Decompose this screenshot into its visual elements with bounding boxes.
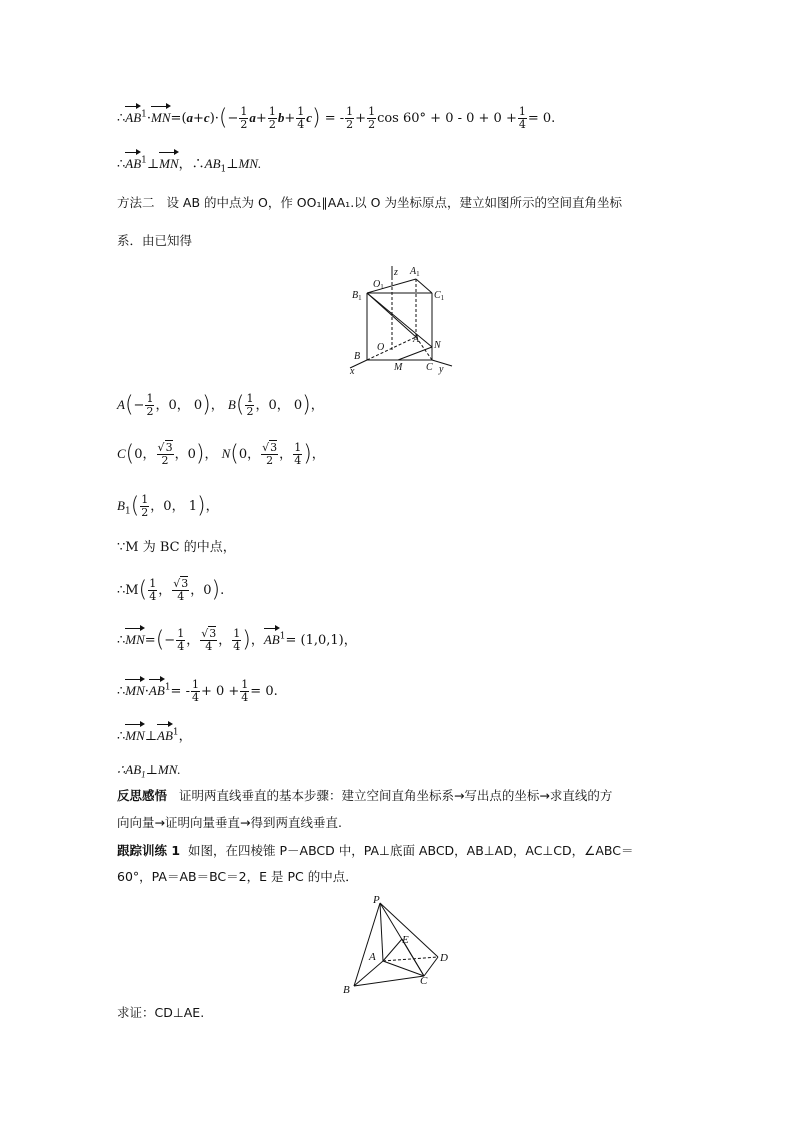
equation-dot-product-1: $\therefore AB^1\cdot MN=(a+c)\cdot(-$ $\frac{1}{2}$ a+ $\frac{1}{2}$ b+ $\frac{1}{4}$ c) = - $\frac{1}{2}$ + $\frac{1}{2}$ cos 60° + 0 - 0 + 0 + $\frac{1}{4}$ = 0. bbox=[117, 105, 556, 131]
label-B1: $B_1$ bbox=[352, 290, 362, 302]
coords-M: ∴M( $\frac{1}{4}$ ， $\frac{√3}{4}$ ，0). bbox=[117, 577, 225, 603]
label-A2: A bbox=[369, 951, 376, 963]
vector-MN: ∴MN=(− $\frac{1}{4}$ ， $\frac{√3}{4}$ ， $\frac{1}{4}$ )，$AB^1= (1,0,1)$， bbox=[117, 627, 357, 653]
label-x: x bbox=[350, 366, 355, 377]
perpendicular-vectors: $\therefore MN\perp AB^1$， bbox=[117, 722, 192, 747]
reflection-label: 反思感悟 bbox=[117, 788, 168, 803]
label-C1: $C_1$ bbox=[434, 290, 445, 302]
prove-statement: 求证：CD⊥AE. bbox=[117, 1005, 205, 1020]
label-D: D bbox=[440, 952, 448, 964]
coords-A-B: A(− $\frac{1}{2}$ ，0， 0)， B( $\frac{1}{2}$ ，0， 0)， bbox=[117, 392, 324, 418]
exercise-label: 跟踪训练 1 bbox=[117, 843, 181, 858]
label-A: A bbox=[413, 334, 420, 345]
label-A1: $A_1$ bbox=[410, 266, 420, 278]
coords-B1: $B_1$( $\frac{1}{2}$ ，0， 1)， bbox=[117, 493, 219, 519]
conclusion: $\therefore AB_1\perp MN$. bbox=[117, 762, 181, 780]
label-P: P bbox=[373, 894, 380, 906]
reflection-paragraph: 反思感悟 证明两直线垂直的基本步骤：建立空间直角坐标系→写出点的坐标→求直线的方 bbox=[117, 788, 613, 803]
dot-product-2: $\therefore MN\cdot AB^1=$ - $\frac{1}{4}$ + 0 + $\frac{1}{4}$ = 0. bbox=[117, 678, 278, 704]
label-y: y bbox=[439, 364, 444, 375]
equation-perpendicular-1: $\therefore AB^1\perp MN$，$\therefore AB_1\perp MN$. bbox=[117, 150, 261, 180]
label-B: B bbox=[354, 351, 361, 362]
label-B2: B bbox=[343, 984, 350, 996]
method-two-label: 方法二 bbox=[117, 195, 155, 210]
exercise-paragraph: 跟踪训练 1 如图，在四棱锥 P－ABCD 中，PA⊥底面 ABCD，AB⊥AD，AC⊥CD，∠ABC＝ bbox=[117, 843, 634, 858]
label-z: z bbox=[394, 267, 398, 278]
method-two-paragraph: 方法二 设 AB 的中点为 O，作 OO₁∥AA₁.以 O 为坐标原点，建立如图所示的空间直角坐标 bbox=[117, 195, 622, 210]
pyramid-diagram bbox=[338, 893, 458, 998]
label-M: M bbox=[394, 362, 403, 373]
coords-C-N: C(0， $\frac{√3}{2}$ ，0)， N(0， $\frac{√3}{2}$ ， $\frac{1}{4}$ )， bbox=[117, 441, 325, 467]
exercise-cont: 60°，PA＝AB＝BC＝2，E 是 PC 的中点． bbox=[117, 869, 358, 884]
label-E: E bbox=[402, 934, 409, 946]
method-two-cont: 系．由已知得 bbox=[117, 233, 193, 248]
reflection-cont: 向向量→证明向量垂直→得到两直线垂直. bbox=[117, 815, 342, 830]
because-M-midpoint: ∵M 为 BC 的中点， bbox=[117, 540, 236, 555]
label-O1: $O_1$ bbox=[373, 279, 384, 291]
prism-diagram bbox=[340, 262, 460, 377]
label-C2: C bbox=[420, 975, 428, 987]
label-O: O bbox=[377, 342, 385, 353]
label-C: C bbox=[426, 362, 433, 373]
label-N: N bbox=[434, 340, 441, 351]
